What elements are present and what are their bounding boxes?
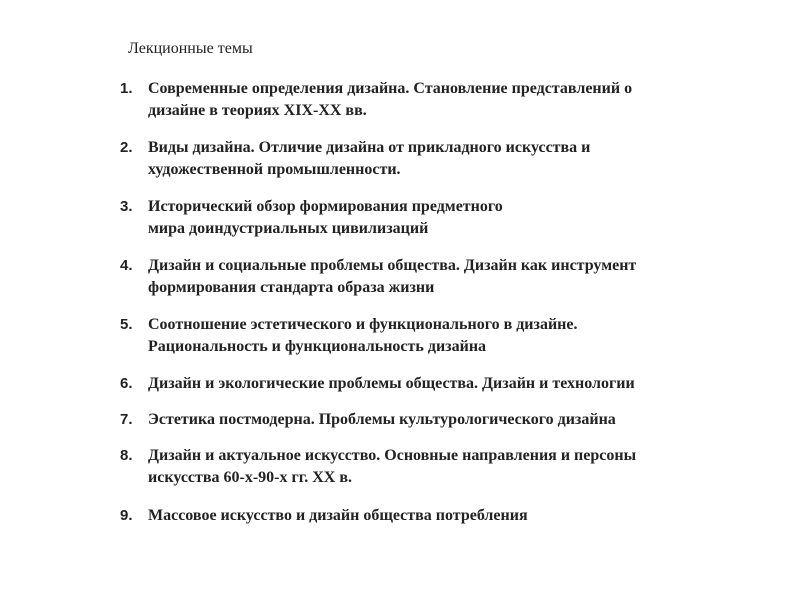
list-item-number: 4. (120, 257, 133, 274)
list-item-line: Массовое искусство и дизайн общества потребления (148, 507, 528, 524)
list-item-line: Дизайн и экологические проблемы общества. Дизайн и технологии (148, 375, 635, 392)
list-item-text (148, 373, 780, 395)
list-item-text (148, 255, 780, 299)
list-item-text (148, 78, 780, 122)
list-item-line: Дизайн и социальные проблемы общества. Дизайн как инструмент (148, 257, 637, 274)
list-item-text (148, 445, 780, 489)
list-item-line: формирования стандарта образа жизни (148, 279, 435, 296)
list-item-line: Рациональность и функциональность дизайна (148, 338, 487, 355)
list-item-number: 1. (120, 80, 133, 97)
list-item-number: 8. (120, 447, 133, 464)
list-item-line: Дизайн и актуальное искусство. Основные направления и персоны (148, 447, 637, 464)
list-item-number: 5. (120, 316, 133, 333)
list-item-line: Виды дизайна. Отличие дизайна от прикладного искусства и (148, 139, 591, 156)
list-item-number: 7. (120, 411, 133, 428)
list-item-text (148, 196, 780, 240)
list-item-number: 2. (120, 139, 133, 156)
list-item-number: 3. (120, 198, 133, 215)
list-item-line: художественной промышленности. (148, 161, 401, 178)
page-title: Лекционные темы (128, 40, 253, 57)
list-item-line: Исторический обзор формирования предметного (148, 198, 503, 215)
list-item-line: искусства 60-х-90-х гг. XX в. (148, 469, 352, 486)
list-item-text (148, 409, 780, 431)
list-item-line: Соотношение эстетического и функционального в дизайне. (148, 316, 578, 333)
list-item-line: дизайне в теориях XIX-XX вв. (148, 102, 367, 119)
list-item-text (148, 314, 780, 358)
list-item-number: 6. (120, 375, 133, 392)
list-item-line: мира доиндустриальных цивилизаций (148, 220, 429, 237)
list-item-line: Современные определения дизайна. Становление представлений о (148, 80, 633, 97)
list-item-line: Эстетика постмодерна. Проблемы культурологического дизайна (148, 411, 616, 428)
list-item-text (148, 505, 780, 527)
list-item-number: 9. (120, 507, 133, 524)
list-item-text (148, 137, 780, 181)
